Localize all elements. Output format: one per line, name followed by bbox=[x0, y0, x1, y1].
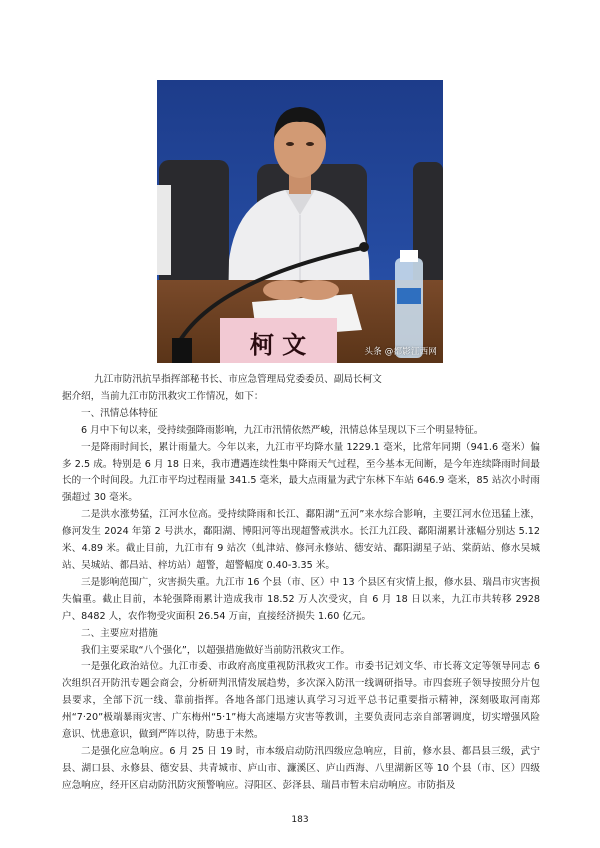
paragraph: 一是强化政治站位。九江市委、市政府高度重视防汛救灾工作。市委书记刘文华、市长蒋文定等领导同志 6 次组织召开防汛专题会商会，分析研判汛情发展趋势，多次深入防汛一线调研指导。市四套班子领导按照分片包县要求，全部下沉一线、靠前指挥。各地各部门迅速认真学习习近平总书记重要指示精神，深刻吸取河南郑州“7·20”极端暴雨灾害、广东梅州“5·1”梅大高速塌方灾害等教训，主要负责同志亲自部署调度，切实增强风险意识、忧患意识，做到严阵以待，防患于未然。 bbox=[62, 661, 540, 741]
paragraph: 二是强化应急响应。6 月 25 日 19 时，市本级启动防汛四级应急响应，目前，修水县、都昌县三级，武宁县、湖口县、永修县、德安县、共青城市、庐山市、濂溪区、庐山西海、八里湖新区等 10 个县（市、区）四级应急响应，经开区启动防汛防灾预警响应。浔阳区、彭泽县、瑞昌市暂未启动响应。市防指及 bbox=[62, 745, 540, 791]
page-number: 183 bbox=[291, 815, 309, 825]
section-heading-1: 一、汛情总体特征 bbox=[81, 407, 158, 419]
intro-line: 据介绍，当前九江市防汛救灾工作情况，如下： bbox=[62, 390, 264, 402]
news-photo bbox=[157, 80, 443, 363]
paragraph: 我们主要采取“八个强化”，以超强措施做好当前防汛救灾工作。 bbox=[81, 644, 350, 656]
paragraph: 6 月中下旬以来，受持续强降雨影响，九江市汛情依然严峻，汛情总体呈现以下三个明显特征。 bbox=[81, 424, 484, 436]
nameplate-text: 柯 文 bbox=[249, 330, 307, 359]
photo-caption: 九江市防汛抗旱指挥部秘书长、市应急管理局党委委员、副局长柯文 bbox=[94, 374, 382, 385]
section-heading-2: 二、主要应对措施 bbox=[81, 627, 158, 639]
watermark: 头条 @都影江西网 bbox=[364, 347, 437, 357]
paragraph: 二是洪水涨势猛，江河水位高。受持续降雨和长江、鄱阳湖“五河”来水综合影响，主要江河水位迅猛上涨，修河发生 2024 年第 2 号洪水，鄱阳湖、博阳河等出现超警戒洪水。长江九江段、鄱阳湖累计涨幅分别达 5.12 米、4.89 米。截止目前，九江市有 9 站次（虬津站、修河永修站、德安站、鄱阳湖星子站、棠荫站、修水吴城站、吴城站、都昌站、梓坊站）超警，超警幅度 0.40-3.35 米。 bbox=[62, 509, 540, 571]
paragraph: 三是影响范围广，灾害损失重。九江市 16 个县（市、区）中 13 个县区有灾情上报，修水县、瑞昌市灾害损失偏重。截止目前，本轮强降雨累计造成我市 18.52 万人次受灾，自 6 月 18 日以来，九江市共转移 2928 户、8482 人，农作物受灾面积 26.54 万亩，直接经济损失 1.60 亿元。 bbox=[62, 576, 540, 622]
article-body bbox=[62, 372, 540, 795]
paragraph: 一是降雨时间长，累计雨量大。今年以来，九江市平均降水量 1229.1 毫米，比常年同期（941.6 毫米）偏多 2.5 成。特别是 6 月 18 日来，我市遭遇连续性集中降雨天气过程，至今基本无间断，是今年连续降雨时间最长的一个时间段。九江市平均过程雨量 341.5 毫米，最大点雨量为武宁东林下车站 646.9 毫米，85 站次小时雨强超过 30 毫米。 bbox=[62, 441, 540, 504]
